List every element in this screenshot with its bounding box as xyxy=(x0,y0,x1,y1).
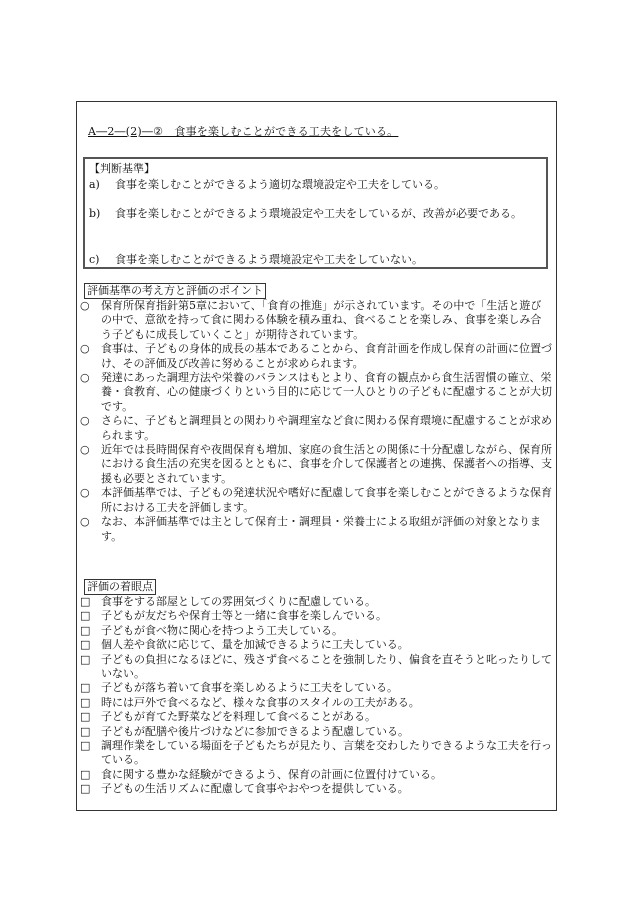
list-item xyxy=(80,782,552,796)
judgment-criteria-box xyxy=(83,157,548,269)
checklist-text: 時には戸外で食べるなど、様々な食事のスタイルの工夫がある。 xyxy=(101,695,420,709)
checkbox-icon: □ xyxy=(80,724,91,738)
list-item xyxy=(80,739,552,768)
criterion-key: a) xyxy=(89,178,100,191)
item-heading: A―2―(2)―② 食事を楽しむことができる工夫をしている。 xyxy=(88,125,399,138)
points-list xyxy=(80,299,552,544)
checkbox-icon: □ xyxy=(80,739,91,753)
checklist-text: 子どもが配膳や後片づけなどに参加できるよう配慮している。 xyxy=(101,724,409,738)
checkbox-icon: □ xyxy=(80,623,91,637)
checkbox-icon: □ xyxy=(80,782,91,796)
criterion-b xyxy=(89,206,544,221)
checklist-text: 子どもの生活リズムに配慮して食事やおやつを提供している。 xyxy=(101,782,409,796)
checkbox-icon: □ xyxy=(80,609,91,623)
points-section-label: 評価基準の考え方と評価のポイント xyxy=(84,283,266,299)
criterion-key: c) xyxy=(89,253,100,266)
criterion-a xyxy=(89,177,544,192)
point-text: 食事は、子どもの身体的成長の基本であることから、食育計画を作成し保育の計画に位置づけ、その評価及び改善に努めることが求められます。 xyxy=(101,342,552,370)
checkbox-icon: □ xyxy=(80,695,91,709)
point-text: 発達にあった調理方法や栄養のバランスはもとより、食育の観点から食生活習慣の確立、栄養・食教育、心の健康づくりという目的に応じて一人ひとりの子どもに配慮することが大切です。 xyxy=(101,371,552,413)
checklist-text: 子どもが育てた野菜などを料理して食べることがある。 xyxy=(101,710,376,724)
checklist-text: 子どもが友だちや保育士等と一緒に食事を楽しんでいる。 xyxy=(101,609,387,623)
criterion-text: 食事を楽しむことができるよう環境設定や工夫をしていない。 xyxy=(115,253,423,266)
circle-bullet-icon: ○ xyxy=(80,299,90,312)
checklist xyxy=(80,595,552,797)
checkbox-icon: □ xyxy=(80,710,91,724)
point-text: さらに、子どもと調理員との関わりや調理室など食に関わる保育環境に配慮することが求められます。 xyxy=(101,414,552,442)
checkbox-icon: □ xyxy=(80,595,91,608)
list-item xyxy=(80,414,552,443)
list-item xyxy=(80,299,552,342)
checklist-text: 食事をする部屋としての雰囲気づくりに配慮している。 xyxy=(101,595,376,608)
list-item xyxy=(80,638,552,652)
checklist-text: 食に関する豊かな経験ができるよう、保育の計画に位置付けている。 xyxy=(101,767,442,781)
circle-bullet-icon: ○ xyxy=(80,342,90,356)
checklist-text: 子どもが落ち着いて食事を楽しめるように工夫をしている。 xyxy=(101,681,398,695)
list-item xyxy=(80,486,552,515)
list-item xyxy=(80,768,552,782)
list-item xyxy=(80,371,552,414)
checkbox-icon: □ xyxy=(80,681,91,695)
point-text: なお、本評価基準では主として保育士・調理員・栄養士による取組が評価の対象となります。 xyxy=(101,515,541,543)
list-item xyxy=(80,515,552,544)
point-text: 近年では長時間保育や夜間保育も増加、家庭の食生活との関係に十分配慮しながら、保育所における食生活の充実を図るとともに、食事を介して保護者との連携、保護者への指導、支援も必要とされています。 xyxy=(101,443,552,485)
criteria-title: 【判断基準】 xyxy=(89,162,155,175)
checklist-text: 子どもが食べ物に関心を持つよう工夫している。 xyxy=(101,623,343,637)
checkbox-icon: □ xyxy=(80,652,91,666)
criterion-text: 食事を楽しむことができるよう環境設定や工夫をしているが、改善が必要である。 xyxy=(115,207,522,220)
list-item xyxy=(80,342,552,371)
checkbox-icon: □ xyxy=(80,767,91,781)
list-item xyxy=(80,681,552,695)
list-item xyxy=(80,725,552,739)
checklist-text: 調理作業をしている場面を子どもたちが見たり、言葉を交わしたりできるような工夫を行っている。 xyxy=(101,739,552,767)
point-text: 本評価基準では、子どもの発達状況や嗜好に配慮して食事を楽しむことができるような保育所における工夫を評価します。 xyxy=(101,486,552,514)
list-item xyxy=(80,609,552,623)
list-item xyxy=(80,443,552,486)
list-item xyxy=(80,595,552,609)
list-item xyxy=(80,710,552,724)
checklist-text: 個人差や食欲に応じて、量を加減できるように工夫している。 xyxy=(101,638,409,652)
circle-bullet-icon: ○ xyxy=(80,371,90,385)
circle-bullet-icon: ○ xyxy=(80,515,90,529)
circle-bullet-icon: ○ xyxy=(80,414,90,428)
list-item xyxy=(80,624,552,638)
list-item xyxy=(80,653,552,682)
list-item xyxy=(80,696,552,710)
criterion-key: b) xyxy=(89,207,101,220)
circle-bullet-icon: ○ xyxy=(80,486,90,500)
criterion-c xyxy=(89,252,544,267)
circle-bullet-icon: ○ xyxy=(80,443,90,457)
point-text: 保育所保育指針第5章において、「食育の推進」が示されています。その中で「生活と遊びの中で、意欲を持って食に関わる体験を積み重ね、食べることを楽しみ、食事を楽しみ合う子どもに成長していくこと」が期待されています。 xyxy=(101,299,542,341)
criterion-text: 食事を楽しむことができるよう適切な環境設定や工夫をしている。 xyxy=(115,178,445,191)
checkbox-icon: □ xyxy=(80,638,91,652)
checklist-text: 子どもの負担になるほどに、残さず食べることを強制したり、偏食を直そうと叱ったりしていない。 xyxy=(101,652,552,681)
checklist-section-label: 評価の着眼点 xyxy=(84,579,156,595)
